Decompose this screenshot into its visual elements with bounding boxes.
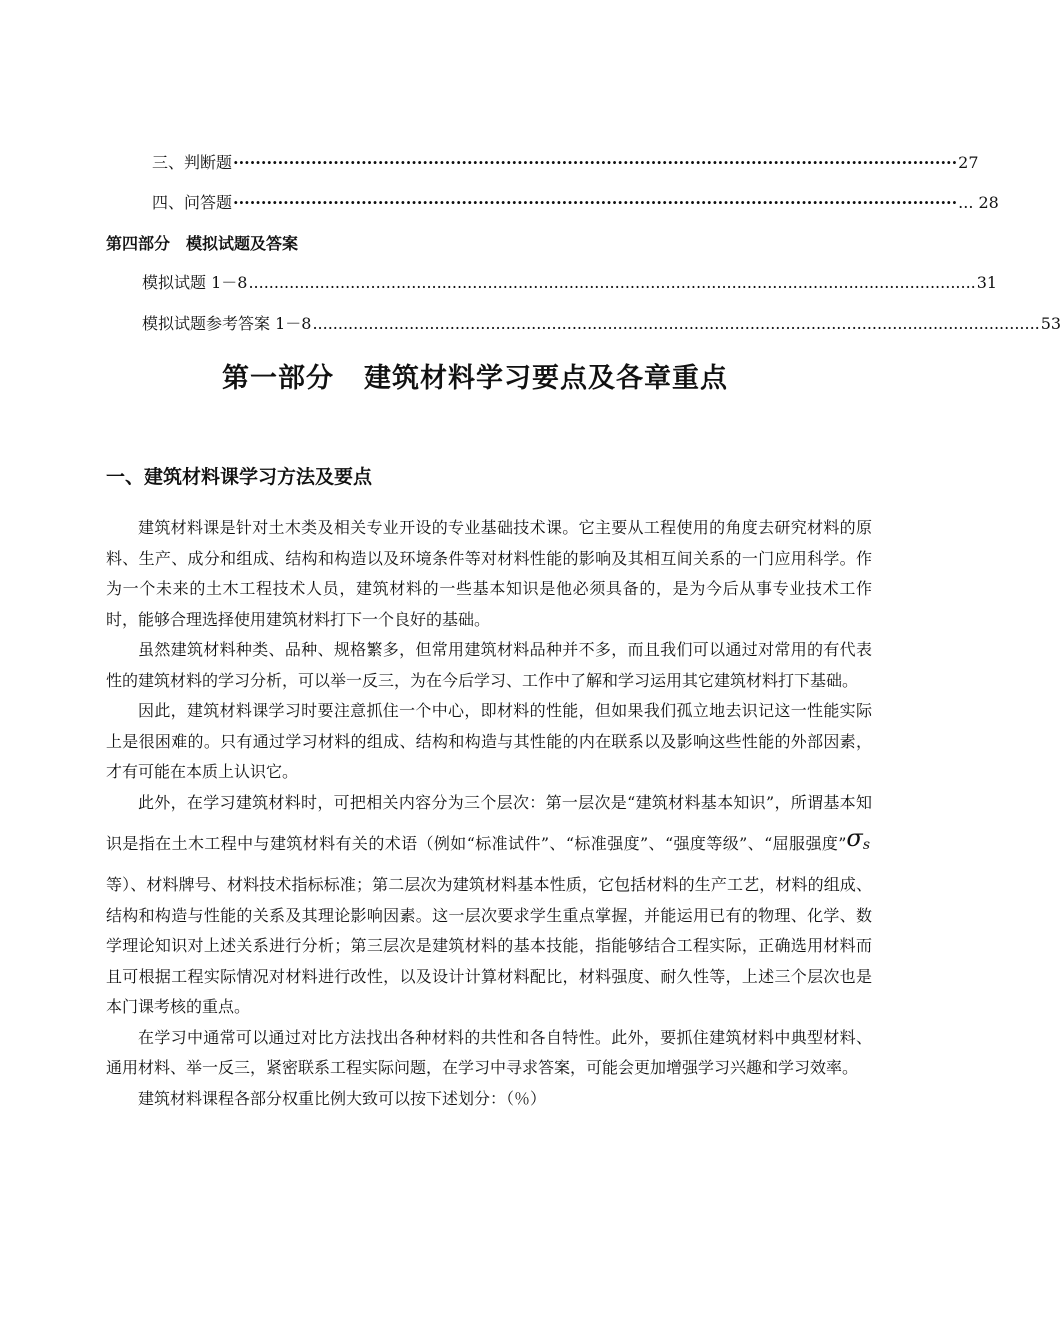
toc-item-label: 四、问答题 (152, 193, 233, 212)
toc-page-number: ... 28 (958, 193, 999, 212)
toc-dot-leader: ·································································································································· (233, 153, 958, 172)
toc-item[interactable] (152, 150, 979, 173)
toc-item-label: 三、判断题 (152, 153, 233, 172)
toc-item-label: 模拟试题参考答案 1－8 (142, 314, 312, 333)
sigma-subscript: s (862, 837, 870, 853)
part-title-text: 建筑材料学习要点及各章重点 (364, 363, 728, 394)
paragraph: 建筑材料课是针对土木类及相关专业开设的专业基础技术课。它主要从工程使用的角度去研究材料的原料、生产、成分和组成、结构和构造以及环境条件等对材料性能的影响及其相互间关系的一门应用科学。作为一个未来的土木工程技术人员，建筑材料的一些基本知识是他必须具备的，是为今后从事专业技术工作时，能够合理选择使用建筑材料打下一个良好的基础。 (106, 518, 872, 629)
paragraph-text: 等）、材料牌号、材料技术指标标准；第二层次为建筑材料基本性质，它包括材料的生产工艺，材料的组成、结构和构造与性能的关系及其理论影响因素。这一层次要求学生重点掌握，并能运用已有的物理、化学、数学理论知识对上述关系进行分析；第三层次是建筑材料的基本技能，指能够结合工程实际，正确选用材料而且可根据工程实际情况对材料进行改性，以及设计计算材料配比，材料强度、耐久性等，上述三个层次也是本门课考核的重点。 (106, 875, 872, 1016)
paragraph: 在学习中通常可以通过对比方法找出各种材料的共性和各自特性。此外，要抓住建筑材料中典型材料、通用材料、举一反三，紧密联系工程实际问题，在学习中寻求答案，可能会更加增强学习兴趣和学习效率。 (106, 1027, 872, 1077)
sigma-symbol: σ (846, 824, 863, 852)
toc-item[interactable] (142, 311, 1061, 334)
toc-dot-leader: ............................................................................................................................................... (248, 273, 976, 292)
toc-dot-leader: ............................................................................................................................................... (312, 314, 1040, 333)
paragraph: 因此，建筑材料课学习时要注意抓住一个中心，即材料的性能，但如果我们孤立地去识记这一性能实际上是很困难的。只有通过学习材料的组成、结构和构造与其性能的内在联系以及影响这些性能的外部因素，才有可能在本质上认识它。 (106, 701, 872, 781)
toc-item[interactable] (142, 270, 998, 293)
toc-page-number: 27 (958, 153, 979, 172)
toc-part4-prefix: 第四部分 (106, 234, 171, 253)
part-title (0, 356, 950, 395)
toc-part4-heading[interactable] (106, 231, 298, 254)
paragraph: 建筑材料课程各部分权重比例大致可以按下述划分：（％） (138, 1088, 547, 1108)
toc-part4-title: 模拟试题及答案 (186, 234, 299, 253)
paragraph: 虽然建筑材料种类、品种、规格繁多，但常用建筑材料品种并不多，而且我们可以通过对常用的有代表性的建筑材料的学习分析，可以举一反三，为在今后学习、工作中了解和学习运用其它建筑材料打下基础。 (106, 640, 872, 690)
part-title-prefix: 第一部分 (222, 363, 334, 394)
section-heading: 一、建筑材料课学习方法及要点 (106, 466, 373, 488)
paragraph-with-formula (106, 788, 872, 1023)
toc-page-number: 31 (976, 273, 998, 292)
paragraph-text: 此外，在学习建筑材料时，可把相关内容分为三个层次：第一层次是“建筑材料基本知识”，所谓基本知识是指在土木工程中与建筑材料有关的术语（例如“标准试件”、“标准 (106, 792, 872, 853)
paragraph-text: 强度”、“强度等级”、“屈服强度” (607, 834, 847, 853)
toc-item-label: 模拟试题 1－8 (142, 273, 248, 292)
toc-page-number: 53 (1040, 314, 1061, 333)
toc-dot-leader: ·································································································································· (233, 193, 958, 212)
body-text (106, 513, 872, 1114)
toc-item[interactable] (152, 190, 999, 213)
